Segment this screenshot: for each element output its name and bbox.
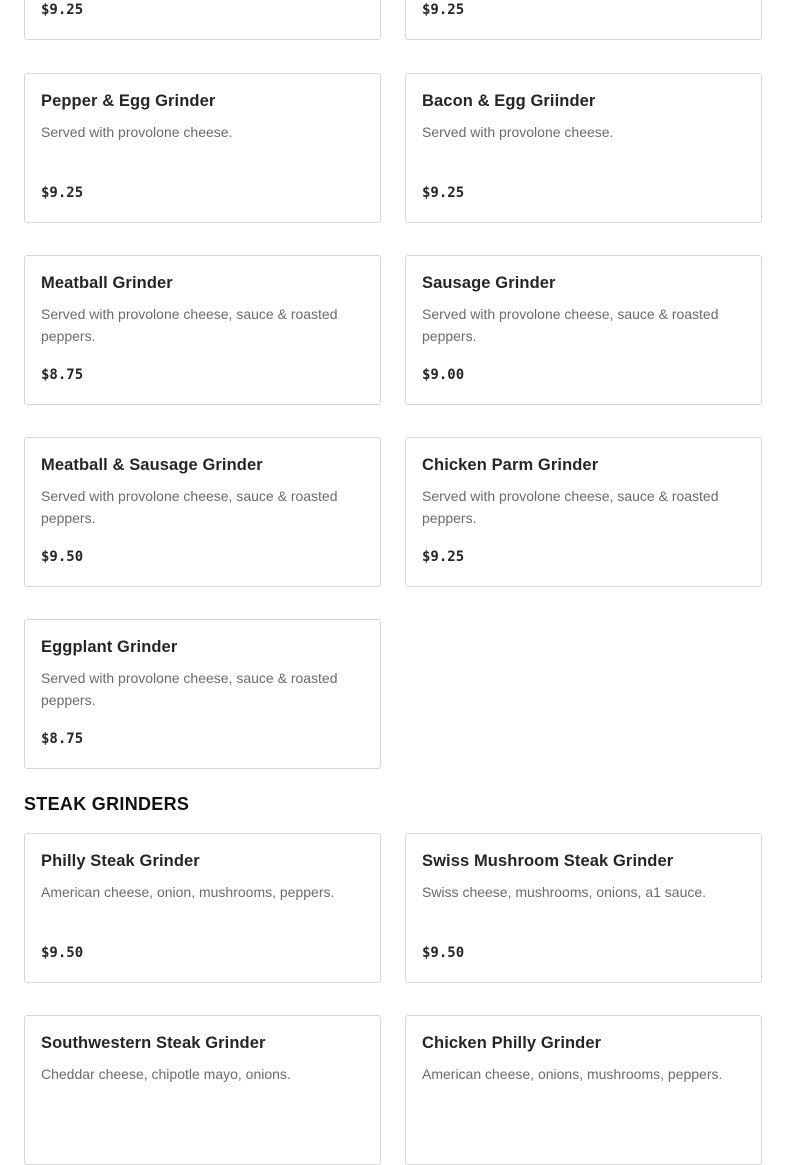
- item-name: Eggplant Grinder: [41, 638, 178, 656]
- item-description: Served with provolone cheese, sauce & roasted peppers.: [41, 488, 338, 526]
- item-description: American cheese, onions, mushrooms, peppers.: [422, 1066, 723, 1082]
- section-title: STEAK GRINDERS: [24, 794, 190, 814]
- menu-item-card[interactable]: [405, 1015, 762, 1165]
- item-price: $8.75: [41, 731, 84, 747]
- item-price: $9.50: [41, 549, 84, 565]
- item-name: Sausage Grinder: [422, 274, 556, 292]
- item-description: Served with provolone cheese.: [422, 124, 614, 140]
- menu-item-card[interactable]: [405, 73, 762, 223]
- item-description: Served with provolone cheese, sauce & roasted peppers.: [41, 306, 338, 344]
- item-price: $9.25: [422, 185, 465, 201]
- menu-item-card[interactable]: [405, 833, 762, 983]
- menu-item-card[interactable]: [405, 255, 762, 405]
- item-name: Swiss Mushroom Steak Grinder: [422, 852, 674, 870]
- item-description: Served with provolone cheese, sauce & roasted peppers.: [422, 488, 719, 526]
- item-description: American cheese, onion, mushrooms, peppers.: [41, 884, 335, 900]
- menu-item-card[interactable]: [24, 255, 381, 405]
- item-price: $9.25: [41, 2, 84, 18]
- menu-item-card[interactable]: [24, 73, 381, 223]
- item-name: Pepper & Egg Grinder: [41, 92, 216, 110]
- menu-item-card[interactable]: [24, 619, 381, 769]
- item-description: Served with provolone cheese, sauce & roasted peppers.: [41, 670, 338, 708]
- menu-item-card[interactable]: [405, 0, 762, 40]
- item-price: $9.25: [422, 549, 465, 565]
- item-name: Chicken Parm Grinder: [422, 456, 599, 474]
- item-name: Meatball Grinder: [41, 274, 173, 292]
- item-description: Cheddar cheese, chipotle mayo, onions.: [41, 1066, 291, 1082]
- menu-item-card[interactable]: [24, 0, 381, 40]
- menu-item-card[interactable]: [24, 437, 381, 587]
- item-name: Meatball & Sausage Grinder: [41, 456, 263, 474]
- item-description: Served with provolone cheese, sauce & roasted peppers.: [422, 306, 719, 344]
- item-name: Philly Steak Grinder: [41, 852, 200, 870]
- item-price: $9.00: [422, 367, 465, 383]
- item-description: Served with provolone cheese.: [41, 124, 233, 140]
- menu-item-card[interactable]: [405, 437, 762, 587]
- item-name: Chicken Philly Grinder: [422, 1034, 602, 1052]
- item-name: Southwestern Steak Grinder: [41, 1034, 266, 1052]
- item-price: $8.75: [41, 367, 84, 383]
- item-price: $9.50: [422, 945, 465, 961]
- item-description: Swiss cheese, mushrooms, onions, a1 sauce.: [422, 884, 707, 900]
- item-price: $9.25: [422, 2, 465, 18]
- item-price: $9.50: [41, 945, 84, 961]
- item-name: Bacon & Egg Griinder: [422, 92, 596, 110]
- item-price: $9.25: [41, 185, 84, 201]
- menu-item-card[interactable]: [24, 1015, 381, 1165]
- menu-item-card[interactable]: [24, 833, 381, 983]
